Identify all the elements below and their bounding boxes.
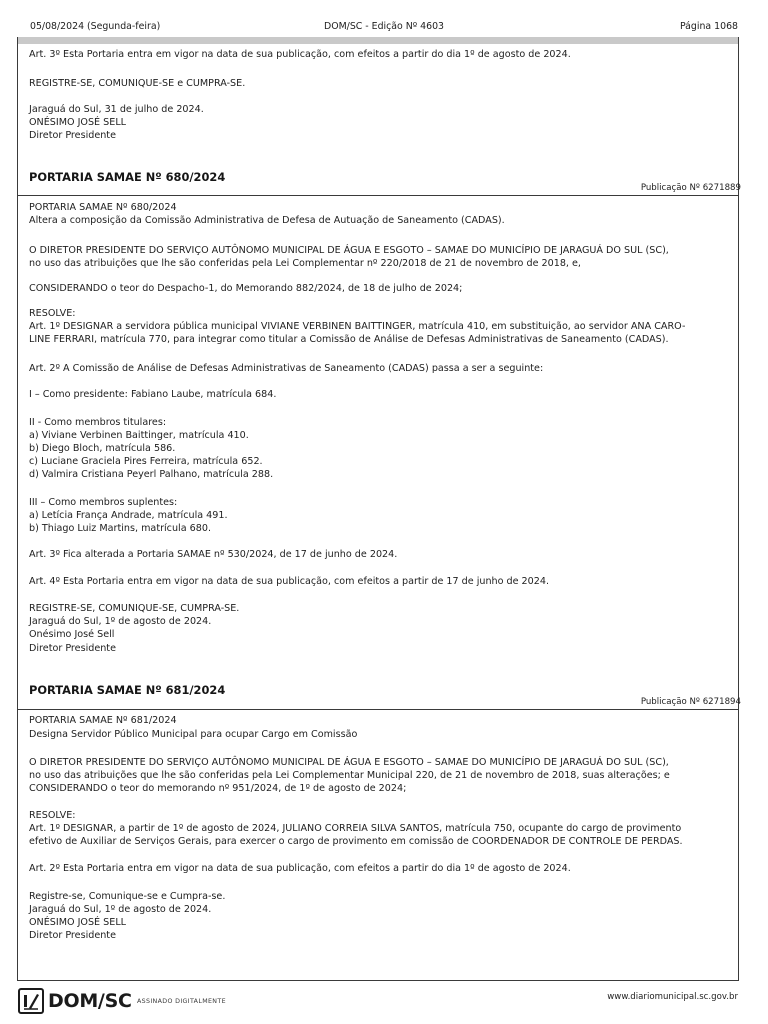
portaria-681-place-date: Jaraguá do Sul, 1º de agosto de 2024.: [29, 904, 212, 915]
portaria-680-heading-summary: Altera a composição da Comissão Administrativa de Defesa de Autuação de Saneamento (CADAS).: [29, 215, 505, 226]
page-header: [30, 19, 738, 35]
footer-logo-text: DOM/SC: [48, 990, 132, 1012]
header-page-number: Página 1068: [679, 21, 738, 32]
portaria-680-art2: Art. 2º A Comissão de Análise de Defesas Administrativas de Saneamento (CADAS) passa a ser a seguinte:: [29, 363, 544, 374]
portaria-681-heading-summary: Designa Servidor Público Municipal para ocupar Cargo em Comissão: [29, 729, 358, 740]
portaria-681-heading-number: PORTARIA SAMAE Nº 681/2024: [29, 715, 177, 726]
block0-sign-place-date: Jaraguá do Sul, 31 de julho de 2024.: [29, 104, 204, 115]
portaria-680-signatory-role: Diretor Presidente: [29, 643, 116, 654]
portaria-680-director-line1: O DIRETOR PRESIDENTE DO SERVIÇO AUTÔNOMO MUNICIPAL DE ÁGUA E ESGOTO – SAMAE DO MUNICÍPIO DE JARAGUÁ DO SUL (SC),: [29, 245, 669, 256]
portaria-680-resolve: RESOLVE:: [29, 308, 76, 319]
header-edition: DOM/SC - Edição Nº 4603: [323, 21, 445, 32]
portaria-680-titular-c: c) Luciane Graciela Pires Ferreira, matrícula 652.: [29, 456, 263, 467]
portaria-681-publication: Publicação Nº 6271894: [640, 697, 741, 707]
portaria-680-titular-d: d) Valmira Cristiana Peyerl Palhano, matrícula 288.: [29, 469, 274, 480]
portaria-681-art2: Art. 2º Esta Portaria entra em vigor na data de sua publicação, com efeitos a partir do dia 1º de agosto de 2024.: [29, 863, 571, 874]
portaria-681-signatory-role: Diretor Presidente: [29, 930, 116, 941]
portaria-681-director-line2: no uso das atribuições que lhe são conferidas pela Lei Complementar Municipal 220, de 21 de novembro de 2018, suas alterações; e: [29, 770, 670, 781]
portaria-680-suplente-a: a) Letícia França Andrade, matrícula 491.: [29, 510, 228, 521]
portaria-680-publication: Publicação Nº 6271889: [640, 183, 741, 193]
portaria-681-divider: [17, 709, 739, 710]
header-date: 05/08/2024 (Segunda-feira): [30, 21, 161, 32]
portaria-680-place-date: Jaraguá do Sul, 1º de agosto de 2024.: [29, 616, 212, 627]
portaria-680-art3: Art. 3º Fica alterada a Portaria SAMAE nº 530/2024, de 17 de junho de 2024.: [29, 549, 398, 560]
portaria-680-signatory: Onésimo José Sell: [29, 629, 115, 640]
portaria-681-title: PORTARIA SAMAE Nº 681/2024: [29, 683, 226, 697]
document-quill-icon: [18, 988, 44, 1014]
footer-website: www.diariomunicipal.sc.gov.br: [607, 992, 738, 1002]
portaria-680-titular-a: a) Viviane Verbinen Baittinger, matrícula 410.: [29, 430, 249, 441]
portaria-680-suplente-b: b) Thiago Luiz Martins, matrícula 680.: [29, 523, 211, 534]
portaria-680-art4: Art. 4º Esta Portaria entra em vigor na data de sua publicação, com efeitos a partir de 17 de junho de 2024.: [29, 576, 550, 587]
footer-signed-label: ASSINADO DIGITALMENTE: [137, 998, 226, 1005]
block0-sign-name: ONÉSIMO JOSÉ SELL: [29, 117, 127, 128]
block0-art3: Art. 3º Esta Portaria entra em vigor na data de sua publicação, com efeitos a partir do dia 1º de agosto de 2024.: [29, 49, 571, 60]
portaria-680-titulares-heading: II - Como membros titulares:: [29, 417, 167, 428]
portaria-680-presidente: I – Como presidente: Fabiano Laube, matrícula 684.: [29, 389, 277, 400]
block0-sign-role: Diretor Presidente: [29, 130, 116, 141]
portaria-680-registre: REGISTRE-SE, COMUNIQUE-SE, CUMPRA-SE.: [29, 603, 240, 614]
portaria-681-considerando: CONSIDERANDO o teor do memorando nº 951/2024, de 1º de agosto de 2024;: [29, 783, 407, 794]
block0-registre: REGISTRE-SE, COMUNIQUE-SE e CUMPRA-SE.: [29, 78, 246, 89]
portaria-681-art1-line1: Art. 1º DESIGNAR, a partir de 1º de agosto de 2024, JULIANO CORREIA SILVA SANTOS, matrícula 750, ocupante do cargo de provimento: [29, 823, 682, 834]
portaria-681-art1-line2: efetivo de Auxiliar de Serviços Gerais, para exercer o cargo de provimento em comissão de COORDENADOR DE CONTROLE DE PERDAS.: [29, 836, 683, 847]
portaria-680-considerando: CONSIDERANDO o teor do Despacho-1, do Memorando 882/2024, de 18 de julho de 2024;: [29, 283, 463, 294]
portaria-680-suplentes-heading: III – Como membros suplentes:: [29, 497, 178, 508]
page-footer: [18, 987, 738, 1015]
portaria-680-titular-b: b) Diego Bloch, matrícula 586.: [29, 443, 176, 454]
portaria-680-heading-number: PORTARIA SAMAE Nº 680/2024: [29, 202, 177, 213]
portaria-680-title: PORTARIA SAMAE Nº 680/2024: [29, 170, 226, 184]
portaria-681-resolve: RESOLVE:: [29, 810, 76, 821]
portaria-681-director-line1: O DIRETOR PRESIDENTE DO SERVIÇO AUTÔNOMO MUNICIPAL DE ÁGUA E ESGOTO – SAMAE DO MUNICÍPIO DE JARAGUÁ DO SUL (SC),: [29, 757, 669, 768]
portaria-680-art1-line2: LINE FERRARI, matrícula 770, para integrar como titular a Comissão de Análise de Defesas Administrativas de Saneamento (CADAS).: [29, 334, 669, 345]
portaria-680-director-line2: no uso das atribuições que lhe são conferidas pela Lei Complementar nº 220/2018 de 21 de novembro de 2018, e,: [29, 258, 581, 269]
portaria-681-signatory: ONÉSIMO JOSÉ SELL: [29, 917, 127, 928]
portaria-681-registre: Registre-se, Comunique-se e Cumpra-se.: [29, 891, 226, 902]
portaria-680-divider: [17, 195, 739, 196]
portaria-680-art1-line1: Art. 1º DESIGNAR a servidora pública municipal VIVIANE VERBINEN BAITTINGER, matrícula 410, em substituição, ao servidor ANA CARO-: [29, 321, 686, 332]
